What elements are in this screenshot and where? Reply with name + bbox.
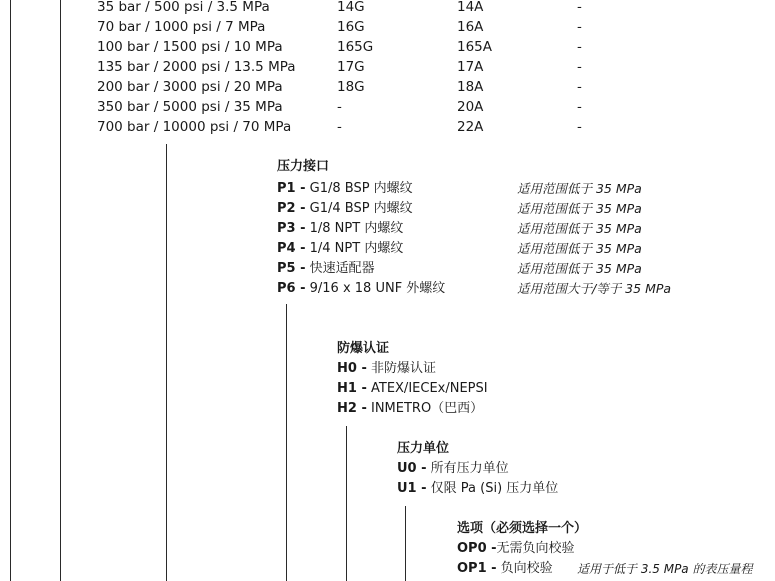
option-code: U0 - [397, 461, 427, 476]
option-code: P3 - [277, 221, 306, 236]
option-code: H0 - [337, 361, 367, 376]
extra-code-cell: - [577, 0, 582, 15]
absolute-code-cell: 20A [457, 99, 484, 115]
option-description: INMETRO（巴西） [366, 401, 484, 416]
table-row [0, 97, 775, 117]
option-code: P6 - [277, 281, 306, 296]
option-note: 适用于低于 3.5 MPa 的表压量程 [577, 562, 753, 576]
table-row [0, 117, 775, 137]
gauge-code-cell: 165G [337, 39, 374, 55]
extra-code-cell: - [577, 59, 582, 75]
option-code: P5 - [277, 261, 306, 276]
option-item [457, 539, 575, 559]
option-description: ATEX/IECEx/NEPSI [366, 381, 488, 396]
option-note: 适用范围低于 35 MPa [517, 261, 642, 276]
option-code: P4 - [277, 241, 306, 256]
option-note: 适用范围低于 35 MPa [517, 241, 642, 256]
option-description: 9/16 x 18 UNF 外螺纹 [305, 281, 446, 296]
option-description: 无需负向校验 [496, 541, 575, 556]
extra-code-cell: - [577, 79, 582, 95]
tree-line-level-3 [286, 304, 287, 581]
gauge-code-cell: - [337, 119, 342, 135]
section-heading: 压力单位 [397, 441, 450, 456]
option-description: 快速适配器 [305, 261, 375, 276]
option-item [457, 559, 553, 579]
option-note: 适用范围大于/等于 35 MPa [517, 281, 672, 296]
section-heading: 防爆认证 [337, 341, 390, 356]
absolute-code-cell: 165A [457, 39, 493, 55]
option-item [277, 259, 375, 279]
option-description: G1/4 BSP 内螺纹 [305, 201, 413, 216]
gauge-code-cell: - [337, 99, 342, 115]
option-code: H2 - [337, 401, 367, 416]
option-code: U1 - [397, 481, 427, 496]
extra-code-cell: - [577, 39, 582, 55]
option-description: 1/4 NPT 内螺纹 [305, 241, 404, 256]
range-cell: 700 bar / 10000 psi / 70 MPa [97, 119, 292, 135]
tree-line-level-2 [166, 144, 167, 581]
option-item [277, 179, 413, 199]
option-item [337, 379, 488, 399]
option-description: G1/8 BSP 内螺纹 [305, 181, 413, 196]
extra-code-cell: - [577, 119, 582, 135]
gauge-code-cell: 14G [337, 0, 365, 15]
absolute-code-cell: 18A [457, 79, 484, 95]
option-note: 适用范围低于 35 MPa [517, 181, 642, 196]
option-code: OP1 - [457, 561, 497, 576]
table-row [0, 17, 775, 37]
range-cell: 70 bar / 1000 psi / 7 MPa [97, 19, 266, 35]
section-heading: 压力接口 [277, 159, 330, 174]
absolute-code-cell: 17A [457, 59, 484, 75]
section-heading: 选项（必须选择一个） [457, 521, 588, 536]
extra-code-cell: - [577, 19, 582, 35]
range-cell: 35 bar / 500 psi / 3.5 MPa [97, 0, 270, 15]
option-description: 负向校验 [496, 561, 553, 576]
option-description: 所有压力单位 [426, 461, 509, 476]
option-description: 非防爆认证 [366, 361, 436, 376]
tree-line-level-5 [405, 506, 406, 581]
option-item [277, 219, 403, 239]
option-description: 仅限 Pa (Si) 压力单位 [426, 481, 559, 496]
table-row [0, 57, 775, 77]
option-item [277, 239, 403, 259]
range-cell: 100 bar / 1500 psi / 10 MPa [97, 39, 283, 55]
gauge-code-cell: 17G [337, 59, 365, 75]
range-cell: 135 bar / 2000 psi / 13.5 MPa [97, 59, 296, 75]
range-cell: 200 bar / 3000 psi / 20 MPa [97, 79, 283, 95]
option-item [277, 279, 445, 299]
option-code: H1 - [337, 381, 367, 396]
option-item [337, 399, 483, 419]
table-row [0, 37, 775, 57]
option-code: P2 - [277, 201, 306, 216]
absolute-code-cell: 22A [457, 119, 484, 135]
option-code: OP0 - [457, 541, 497, 556]
option-code: P1 - [277, 181, 306, 196]
option-item [277, 199, 413, 219]
absolute-code-cell: 14A [457, 0, 484, 15]
option-item [397, 459, 509, 479]
absolute-code-cell: 16A [457, 19, 484, 35]
option-note: 适用范围低于 35 MPa [517, 221, 642, 236]
option-item [337, 359, 436, 379]
option-description: 1/8 NPT 内螺纹 [305, 221, 404, 236]
table-row [0, 0, 775, 17]
tree-line-level-4 [346, 426, 347, 581]
range-cell: 350 bar / 5000 psi / 35 MPa [97, 99, 283, 115]
gauge-code-cell: 16G [337, 19, 365, 35]
table-row [0, 77, 775, 97]
option-item [397, 479, 558, 499]
option-note: 适用范围低于 35 MPa [517, 201, 642, 216]
extra-code-cell: - [577, 99, 582, 115]
gauge-code-cell: 18G [337, 79, 365, 95]
